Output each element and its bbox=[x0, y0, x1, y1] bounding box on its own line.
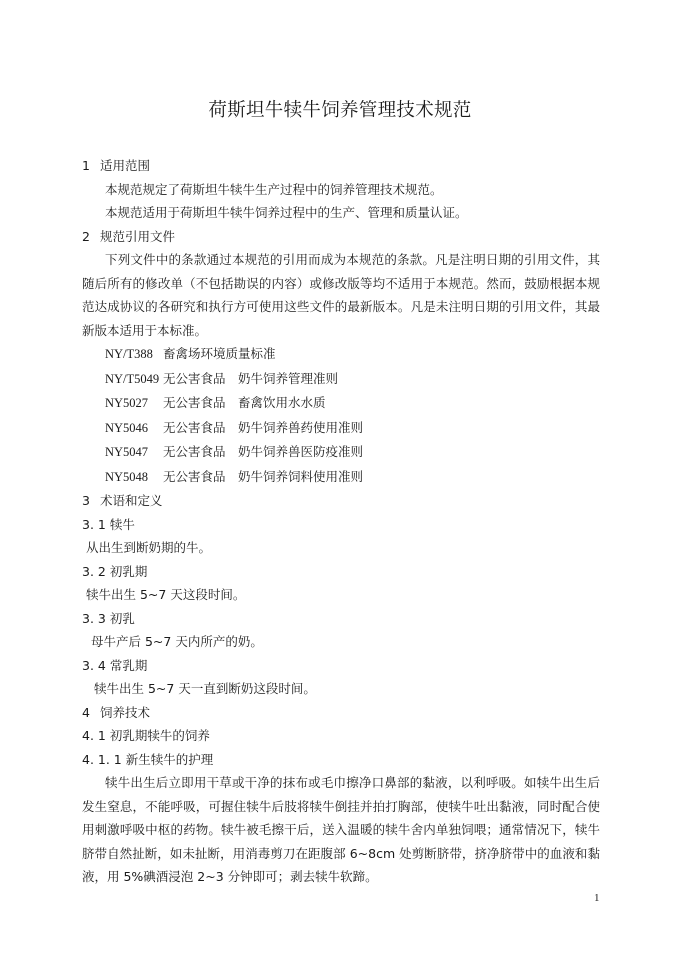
reference-code: NY5027 bbox=[105, 396, 149, 410]
subsubsection-heading: 4. 1. 1 新生犊牛的护理 bbox=[82, 751, 214, 767]
reference-item bbox=[82, 465, 600, 490]
reference-item bbox=[82, 440, 600, 465]
reference-title: 畜禽场环境质量标准 bbox=[163, 346, 276, 361]
section-3-heading bbox=[82, 489, 600, 513]
subsection-heading: 3. 2 初乳期 bbox=[82, 563, 148, 579]
reference-title: 无公害食品 奶牛饲养饲料使用准则 bbox=[163, 468, 364, 484]
reference-title: 无公害食品 畜禽饮用水水质 bbox=[163, 395, 326, 410]
page-number: 1 bbox=[594, 892, 600, 904]
subsection-heading: 3. 4 常乳期 bbox=[82, 657, 148, 673]
reference-item bbox=[82, 416, 600, 441]
section-2-heading bbox=[82, 225, 600, 249]
section-number: 3 bbox=[82, 493, 90, 508]
section-1-heading bbox=[82, 154, 600, 178]
reference-item bbox=[82, 391, 600, 416]
paragraph: 下列文件中的条款通过本规范的引用而成为本规范的条款。凡是注明日期的引用文件，其随后所有的修改单（不包括勘误的内容）或修改版等均不适用于本规范。然而，鼓励根据本规范达成协议的各研究和执行方可使用这些文件的最新版本。凡是未注明日期的引用文件，其最新版本适用于本标准。 bbox=[82, 252, 600, 338]
reference-code: NY5048 bbox=[105, 469, 149, 484]
section-number: 1 bbox=[82, 158, 90, 173]
paragraph: 犊牛出生 5~7 天一直到断奶这段时间。 bbox=[94, 681, 316, 696]
paragraph: 犊牛出生后立即用干草或干净的抹布或毛巾擦净口鼻部的黏液，以利呼吸。如犊牛出生后发生窒息，不能呼吸，可握住犊牛后肢将犊牛倒挂并拍打胸部，使犊牛吐出黏液，同时配合使用刺激呼吸中枢的药物。犊牛被毛擦干后，送入温暖的犊牛舍内单独饲喂；通常情况下，犊牛脐带自然扯断，如未扯断，用消毒剪刀在距腹部 6~8cm 处剪断脐带，挤净脐带中的血液和黏液，用 5%碘酒浸泡 2~3 分钟即可；剥去犊牛软蹄。 bbox=[82, 775, 600, 884]
subsection-heading: 4. 1 初乳期犊牛的饲养 bbox=[82, 728, 210, 743]
paragraph: 从出生到断奶期的牛。 bbox=[86, 540, 212, 555]
paragraph: 本规范规定了荷斯坦牛犊牛生产过程中的饲养管理技术规范。 bbox=[105, 181, 443, 197]
section-title: 适用范围 bbox=[100, 158, 151, 173]
reference-title: 无公害食品 奶牛饲养兽医防疫准则 bbox=[163, 444, 364, 459]
section-title: 规范引用文件 bbox=[100, 228, 176, 244]
document-title: 荷斯坦牛犊牛饲养管理技术规范 bbox=[208, 100, 472, 121]
subsection-heading: 3. 3 初乳 bbox=[82, 610, 135, 626]
reference-code: NY5047 bbox=[105, 445, 149, 459]
section-4-heading bbox=[82, 701, 600, 725]
reference-item bbox=[82, 367, 600, 392]
section-title: 术语和定义 bbox=[100, 493, 163, 508]
paragraph: 母牛产后 5~7 天内所产的奶。 bbox=[91, 634, 263, 649]
document-body bbox=[82, 154, 600, 889]
reference-code: NY5046 bbox=[105, 420, 149, 435]
reference-code: NY/T5049 bbox=[105, 371, 160, 386]
reference-code: NY/T388 bbox=[105, 347, 153, 361]
subsection-heading: 3. 1 犊牛 bbox=[82, 516, 135, 532]
reference-title: 无公害食品 奶牛饲养兽药使用准则 bbox=[163, 419, 364, 435]
paragraph: 本规范适用于荷斯坦牛犊牛饲养过程中的生产、管理和质量认证。 bbox=[105, 205, 468, 220]
section-title: 饲养技术 bbox=[100, 704, 151, 720]
paragraph: 犊牛出生 5~7 天这段时间。 bbox=[86, 587, 246, 602]
section-number: 4 bbox=[82, 704, 90, 720]
reference-item bbox=[82, 342, 600, 367]
section-number: 2 bbox=[82, 228, 90, 244]
reference-title: 无公害食品 奶牛饲养管理准则 bbox=[163, 370, 339, 386]
